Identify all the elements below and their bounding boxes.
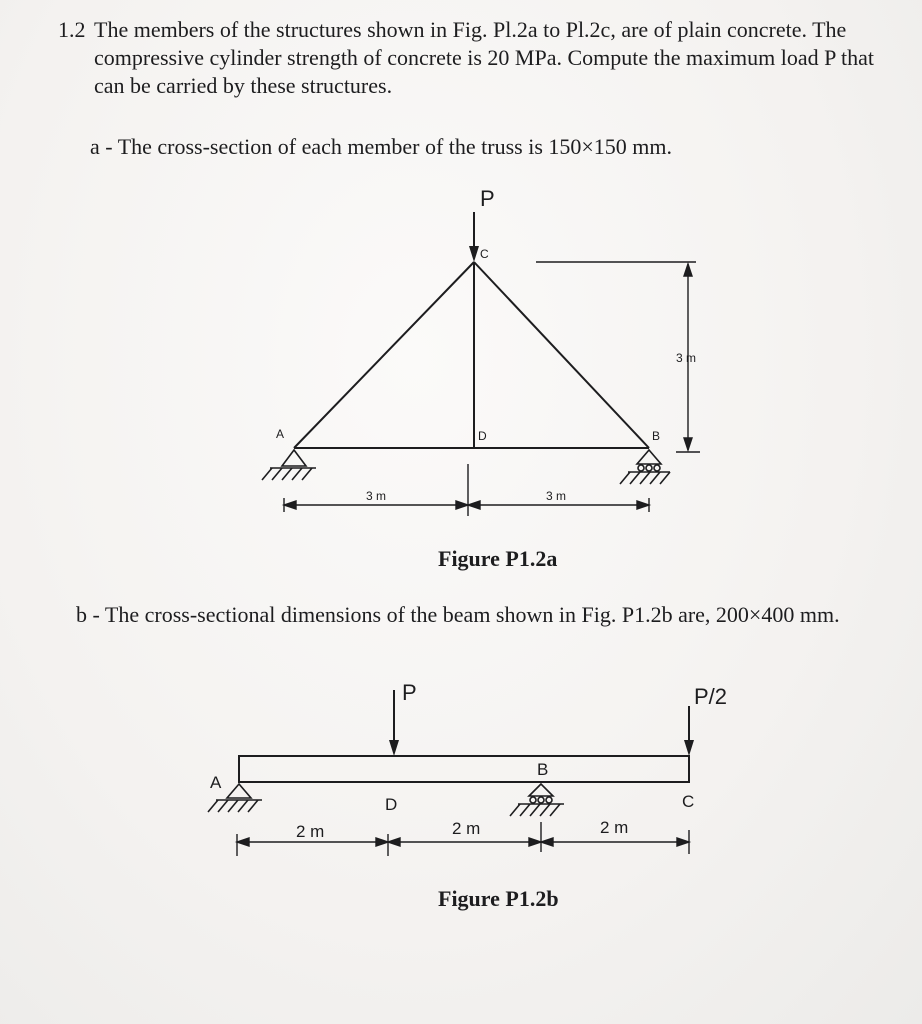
span-right-dim-label: 3 m <box>546 489 567 503</box>
part-b-text: b - The cross-sectional dimensions of the beam shown in Fig. P1.2b are, 200×400 mm. <box>76 602 840 627</box>
beam-dim-label-1: 2 m <box>296 822 325 841</box>
beam-load-label-p: P <box>402 680 417 705</box>
node-label-a: A <box>276 427 285 441</box>
beam-node-label-b: B <box>537 760 549 779</box>
problem-text: The members of the structures shown in Fig. Pl.2a to Pl.2c, are of plain concrete. The compressive cylinder strength of concrete is 20 MPa. Compute the maximum load P that can be carried by these structures. <box>94 17 875 98</box>
height-dim-label: 3 m <box>676 351 697 365</box>
beam-node-label-c: C <box>682 792 695 811</box>
figure-b-caption: Figure P1.2b <box>438 886 559 911</box>
part-a-text: a - The cross-section of each member of the truss is 150×150 mm. <box>90 134 673 159</box>
load-arrow-p2-beam <box>684 706 694 756</box>
beam-dim-label-2: 2 m <box>452 819 481 838</box>
problem-number: 1.2 <box>58 17 86 42</box>
beam-node-label-a: A <box>210 773 222 792</box>
roller-support-b-beam <box>510 784 564 816</box>
node-label-d: D <box>478 429 487 443</box>
node-label-c: C <box>480 247 489 261</box>
figure-a-caption: Figure P1.2a <box>438 546 558 571</box>
load-arrow-p-beam <box>389 690 399 756</box>
beam-node-label-d: D <box>385 795 398 814</box>
node-label-b: B <box>652 429 661 443</box>
beam-load-label-p2: P/2 <box>694 684 728 709</box>
load-label-p: P <box>480 186 495 211</box>
beam <box>239 756 689 782</box>
beam-dim-label-3: 2 m <box>600 818 629 837</box>
span-left-dim-label: 3 m <box>366 489 387 503</box>
